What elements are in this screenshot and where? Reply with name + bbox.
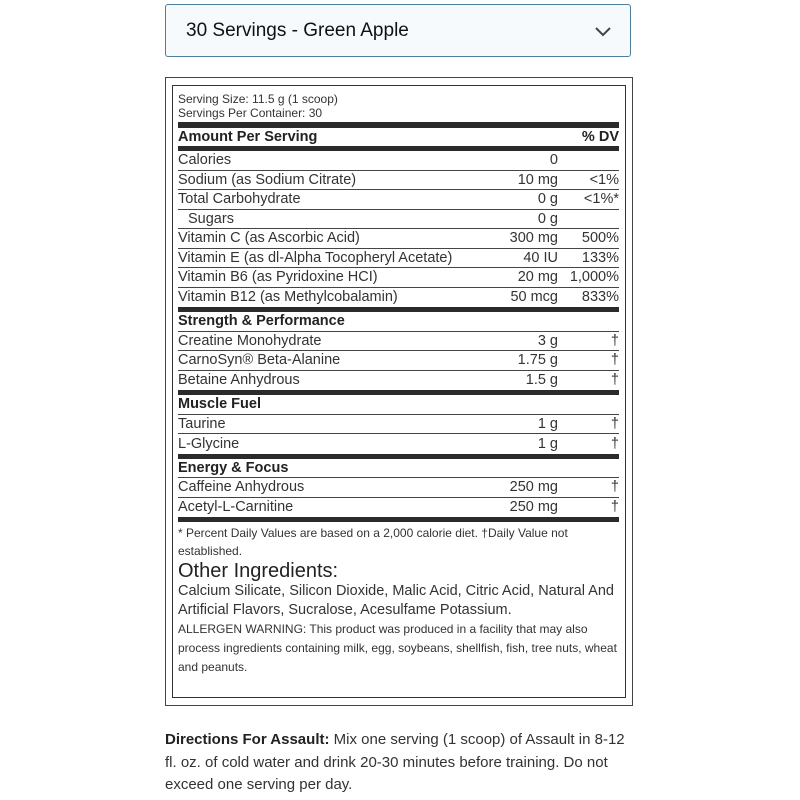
table-row (178, 332, 619, 352)
divider (178, 517, 619, 522)
directions (165, 729, 635, 797)
nutrient-amount: 1 g (537, 415, 558, 432)
table-row (178, 415, 619, 435)
table-row (178, 371, 619, 391)
servings-per-container: Servings Per Container: 30 (178, 106, 323, 120)
section-title: Energy & Focus (178, 459, 619, 479)
table-row (178, 151, 619, 171)
nutrient-amount: 1.5 g (525, 372, 558, 389)
nutrient-name: Vitamin B12 (as Methylcobalamin) (178, 289, 398, 306)
nutrient-amount: 20 mg (517, 269, 558, 286)
nutrient-name: Total Carbohydrate (178, 191, 301, 208)
nutrient-amount: 250 mg (509, 499, 558, 516)
table-row (178, 249, 619, 269)
nutrient-amount: 250 mg (509, 479, 558, 496)
flavor-size-select[interactable] (165, 4, 631, 57)
nutrient-name: Vitamin B6 (as Pyridoxine HCI) (178, 269, 378, 286)
select-value: 30 Servings - Green Apple (186, 20, 409, 41)
table-row (178, 478, 619, 498)
nutrient-name: Vitamin C (as Ascorbic Acid) (178, 230, 360, 247)
nutrient-name: Vitamin E (as dl-Alpha Tocopheryl Acetate) (178, 249, 453, 266)
table-row (178, 351, 619, 371)
table-header (178, 128, 619, 146)
table-row (178, 288, 619, 308)
nutrient-name: L-Glycine (178, 435, 240, 452)
nutrient-dv: † (610, 332, 619, 349)
nutrient-name: Creatine Monohydrate (178, 332, 322, 349)
other-ingredients: Calcium Silicate, Silicon Dioxide, Malic Acid, Citric Acid, Natural And Artificial Flavors, Sucralose, Acesulfame Potassium. (178, 583, 614, 618)
nutrient-dv: <1% (589, 171, 619, 188)
other-ingredients-title: Other Ingredients: (178, 560, 339, 582)
nutrient-amount: 0 (549, 152, 558, 169)
nutrient-dv: † (610, 435, 619, 452)
ingredient-sections (178, 312, 619, 522)
header-amount: Amount Per Serving (178, 129, 318, 145)
table-row (178, 498, 619, 518)
nutrient-name: Betaine Anhydrous (178, 372, 300, 389)
nutrient-list (178, 151, 619, 312)
table-row (178, 229, 619, 249)
table-row (178, 171, 619, 191)
nutrient-dv: † (610, 415, 619, 432)
nutrient-dv: 1,000% (569, 269, 619, 286)
nutrient-dv: 833% (581, 289, 619, 306)
table-row (178, 190, 619, 210)
nutrient-name: Calories (178, 152, 232, 169)
section-title: Muscle Fuel (178, 395, 619, 415)
nutrient-amount: 50 mcg (510, 289, 558, 306)
table-row (178, 268, 619, 288)
nutrient-amount: 3 g (537, 332, 558, 349)
nutrient-amount: 1.75 g (517, 352, 558, 369)
nutrient-dv: † (610, 372, 619, 389)
nutrient-name: Sodium (as Sodium Citrate) (178, 171, 357, 188)
nutrient-amount: 10 mg (517, 171, 558, 188)
nutrient-dv: 133% (581, 249, 619, 266)
supplement-facts (178, 92, 619, 677)
footnote: * Percent Daily Values are based on a 2,000 calorie diet. †Daily Value not established. (178, 526, 568, 558)
nutrient-amount: 300 mg (509, 230, 558, 247)
directions-text: Mix one serving (1 scoop) of Assault in 8-12 fl. oz. of cold water and drink 20-30 minutes before training. Do not exceed one serving per day. (165, 731, 625, 793)
nutrient-name: Taurine (178, 415, 226, 432)
nutrient-amount: 0 g (537, 191, 558, 208)
nutrient-dv: 500% (581, 230, 619, 247)
directions-title: Directions For Assault: (165, 731, 330, 748)
nutrient-name: Caffeine Anhydrous (178, 479, 305, 496)
nutrient-amount: 0 g (537, 210, 558, 227)
allergen-warning: ALLERGEN WARNING: This product was produced in a facility that may also process ingredients containing milk, egg, soybeans, shellfish, fish, tree nuts, wheat and peanuts. (178, 622, 617, 674)
nutrient-dv: † (610, 499, 619, 516)
header-dv: % DV (581, 129, 619, 145)
table-row (178, 210, 619, 230)
nutrient-dv: † (610, 352, 619, 369)
nutrient-amount: 1 g (537, 435, 558, 452)
chevron-down-icon (594, 22, 612, 40)
section-title: Strength & Performance (178, 312, 619, 332)
serving-size: Serving Size: 11.5 g (1 scoop) (178, 92, 338, 106)
nutrient-amount: 40 IU (523, 249, 558, 266)
nutrient-name: Sugars (188, 210, 234, 227)
nutrient-dv: <1%* (583, 191, 619, 208)
nutrient-name: Acetyl-L-Carnitine (178, 499, 294, 516)
table-row (178, 434, 619, 454)
nutrient-dv: † (610, 479, 619, 496)
nutrient-name: CarnoSyn® Beta-Alanine (178, 352, 341, 369)
